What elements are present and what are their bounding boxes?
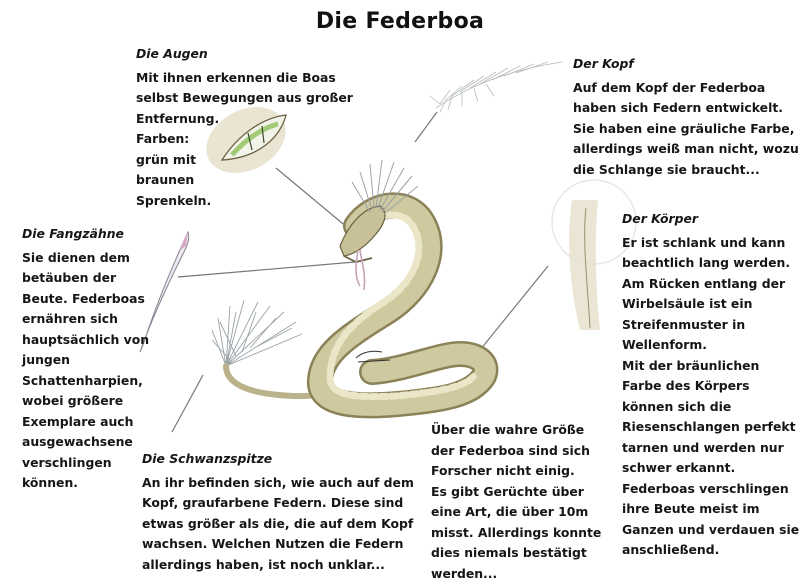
text-line: Er ist schlank und kann [622,233,799,254]
leader-line-body [476,266,548,355]
text-line: haben sich Federn entwickelt. [573,98,799,119]
text-line: ernähren sich [22,309,149,330]
text-line: wachsen. Welchen Nutzen die Federn [142,534,414,555]
text-line: Sie haben eine gräuliche Farbe, [573,119,799,140]
text-line: ausgewachsene [22,432,149,453]
section-augen [136,44,353,211]
text-line: Beute. Federboas [22,289,149,310]
text-line: werden... [431,564,601,584]
text-line: Schattenharpien, [22,371,149,392]
text-line: braunen [136,170,353,191]
text-line: allerdings haben, ist noch unklar... [142,555,414,576]
section-heading: Die Augen [136,44,353,65]
text-line: dies niemals bestätigt [431,543,601,564]
text-line: Sprenkeln. [136,191,353,212]
section-fangzaehne [22,224,149,494]
text-line: können sich die [622,397,799,418]
text-line: hauptsächlich von [22,330,149,351]
text-line: Wellenform. [622,335,799,356]
section-heading: Die Schwanzspitze [142,449,414,470]
text-line: Wirbelsäule ist ein [622,294,799,315]
text-line: betäuben der [22,268,149,289]
text-line: Am Rücken entlang der [622,274,799,295]
tail-feather-illustration [212,300,302,366]
text-line: Sie dienen dem [22,248,149,269]
text-line: wobei größere [22,391,149,412]
section-heading: Der Körper [622,209,799,230]
leader-line-fang [178,262,355,277]
text-line: selbst Bewegungen aus großer [136,88,353,109]
text-line: können. [22,473,149,494]
text-line: Auf dem Kopf der Federboa [573,78,799,99]
text-line: Kopf, graufarbene Federn. Diese sind [142,493,414,514]
text-line: Mit der bräunlichen [622,356,799,377]
text-line: beachtlich lang werden. [622,253,799,274]
text-line: allerdings weiß man nicht, wozu [573,139,799,160]
section-heading: Der Kopf [573,54,799,75]
section-heading: Die Fangzähne [22,224,149,245]
text-line: anschließend. [622,540,799,561]
text-line: etwas größer als die, die auf dem Kopf [142,514,414,535]
section-schwanzspitze [142,449,414,575]
text-line: Über die wahre Größe [431,420,601,441]
text-line: Exemplare auch [22,412,149,433]
text-line: Federboas verschlingen [622,479,799,500]
text-line: Farbe des Körpers [622,376,799,397]
text-line: Entfernung. [136,109,353,130]
text-line: verschlingen [22,453,149,474]
text-line: die Schlange sie braucht... [573,160,799,181]
text-line: der Federboa sind sich [431,441,601,462]
section-koerper [622,209,799,561]
section-groesse [431,420,601,584]
page-title: Die Federboa [0,9,800,34]
text-line: misst. Allerdings konnte [431,523,601,544]
text-line: Riesenschlangen perfekt [622,417,799,438]
text-line: tarnen und werden nur [622,438,799,459]
text-line: eine Art, die über 10m [431,502,601,523]
text-line: Farben: [136,129,353,150]
text-line: schwer erkannt. [622,458,799,479]
text-line: Mit ihnen erkennen die Boas [136,68,353,89]
text-line: jungen [22,350,149,371]
section-kopf [573,54,799,180]
text-line: An ihr befinden sich, wie auch auf dem [142,473,414,494]
head-feather-illustration [430,62,562,112]
leader-line-tail [172,375,203,432]
text-line: Forscher nicht einig. [431,461,601,482]
text-line: Ganzen und verdauen sie [622,520,799,541]
leader-line-head [415,112,437,142]
text-line: ihre Beute meist im [622,499,799,520]
text-line: Streifenmuster in [622,315,799,336]
text-line: Es gibt Gerüchte über [431,482,601,503]
text-line: grün mit [136,150,353,171]
